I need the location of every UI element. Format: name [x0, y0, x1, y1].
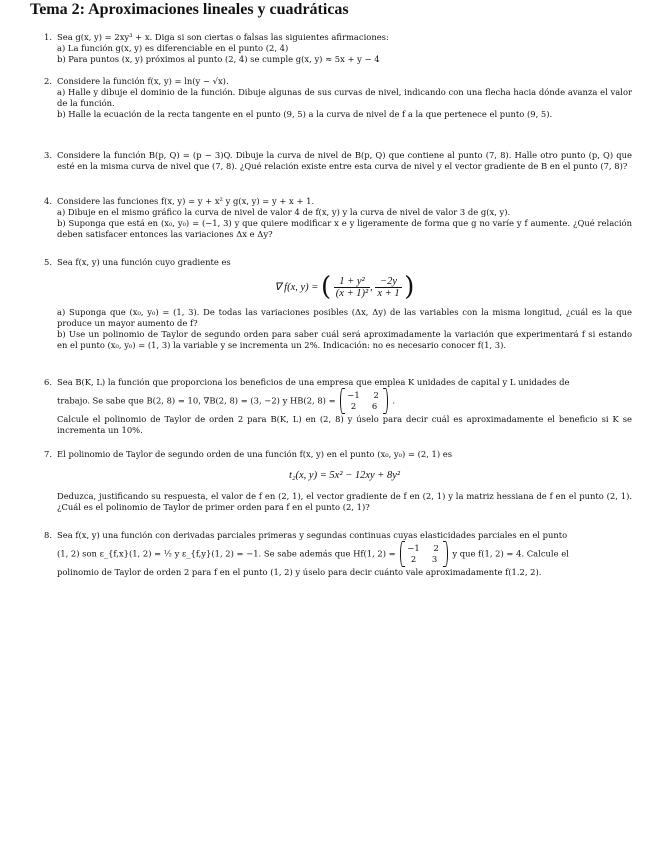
exercise-number: 8. [44, 530, 52, 540]
matrix-cell: 3 [431, 554, 438, 564]
exercise-part-b: b) Suponga que está en (x₀, y₀) = (−1, 3) y que quiere modificar x e y ligeramente de forma que g no varíe y f aumente. ¿Qué relación deben satisfacer entonces las variaciones Δx e Δy? [57, 218, 632, 239]
hessian-matrix [340, 388, 387, 414]
matrix-cell: −1 [347, 390, 360, 400]
exercise-text [57, 388, 632, 414]
exercise-text-segment: y que f(1, 2) = 4. Calcule el [452, 548, 569, 559]
exercise-3 [30, 150, 632, 172]
matrix-cell: 2 [350, 401, 357, 411]
page-title: Tema 2: Aproximaciones lineales y cuadráticas [30, 1, 349, 18]
exercise-5 [30, 257, 632, 351]
exercise-number: 4. [44, 196, 52, 206]
exercise-part-a: a) Suponga que (x₀, y₀) = (1, 3). De todas las variaciones posibles (Δx, Δy) de las variables con la misma longitud, ¿cuál es la que produce un mayor aumento de f? [57, 307, 632, 328]
exercise-text-segment: (1, 2) son ε_{f,x}(1, 2) = ½ y ε_{f,y}(1, 2) = −1. Se sabe además que Hf(1, 2) = [57, 548, 396, 559]
exercise-text: Considere las funciones f(x, y) = y + x² y g(x, y) = y + x + 1. [57, 196, 315, 206]
exercise-part-a: a) Dibuje en el mismo gráfico la curva de nivel de valor 4 de f(x, y) y la curva de nivel de valor 3 de g(x, y). [57, 207, 511, 217]
matrix-cell: 2 [433, 543, 439, 553]
exercise-number: 1. [44, 32, 52, 42]
exercise-text: Sea f(x, y) una función cuyo gradiente es [57, 257, 231, 267]
exercise-number: 2. [44, 76, 52, 86]
exercise-2 [30, 76, 632, 120]
exercise-part-b: b) Use un polinomio de Taylor de segundo orden para saber cuál será aproximadamente la variación que experimentará f si estando en el punto (x₀, y₀) = (1, 3) la variable y se incrementa un 2%. Indicación: no es necesario conocer f(1, 3). [57, 329, 632, 350]
exercise-text: Considere la función B(p, Q) = (p − 3)Q. Dibuje la curva de nivel de B(p, Q) que contiene al punto (7, 8). Halle otro punto (p, Q) que esté en la misma curva de nivel que (7, 8). ¿Qué relación existe entre esta curva de nivel y el vector gradiente de B en el punto (7, 8)? [57, 150, 632, 171]
exercise-text: Considere la función f(x, y) = ln(y − √x). [57, 76, 229, 86]
exercise-6 [30, 377, 632, 436]
matrix-cell: 2 [373, 390, 379, 400]
exercise-text: Deduzca, justificando su respuesta, el valor de f en (2, 1), el vector gradiente de f en (2, 1) y la matriz hessiana de f en el punto (2, 1). ¿Cuál es el polinomio de Taylor de primer orden para f en el punto (2, 1)? [57, 491, 632, 512]
exercise-text-segment: trabajo. Se sabe que B(2, 8) = 10, ∇B(2, 8) = (3, −2) y HB(2, 8) = [57, 395, 336, 406]
exercise-part-a: a) La función g(x, y) es diferenciable en el punto (2, 4) [57, 43, 289, 53]
fraction-2 [375, 276, 401, 299]
hessian-matrix [400, 541, 447, 567]
exercise-part-b: b) Halle la ecuación de la recta tangente en el punto (9, 5) a la curva de nivel de f a la que pertenece el punto (9, 5). [57, 109, 553, 119]
exercise-number: 3. [44, 150, 52, 160]
exercise-text: Sea g(x, y) = 2xy³ + x. Diga si son ciertas o falsas las siguientes afirmaciones: [57, 32, 389, 42]
fraction-1 [334, 276, 370, 299]
exercise-text: El polinomio de Taylor de segundo orden de una función f(x, y) en el punto (x₀, y₀) = (2, 1) es [57, 449, 453, 459]
formula-lhs: ∇ f(x, y) = [274, 281, 319, 293]
exercise-text: Sea B(K, L) la función que proporciona los beneficios de una empresa que emplea K unidades de capital y L unidades de [57, 377, 570, 387]
exercise-number: 5. [44, 257, 52, 267]
exercise-4 [30, 196, 632, 240]
exercise-text [57, 541, 632, 567]
exercise-part-a: a) Halle y dibuje el dominio de la función. Dibuje algunas de sus curvas de nivel, indicando con una flecha hacia dónde avanza el valor de la función. [57, 87, 632, 108]
fraction-denominator: x + 1 [377, 288, 400, 299]
exercise-8 [30, 530, 632, 578]
matrix-cell: −1 [407, 543, 420, 553]
exercise-part-b: b) Para puntos (x, y) próximos al punto (2, 4) se cumple g(x, y) ≈ 5x + y − 4 [57, 54, 380, 64]
fraction-denominator: (x + 1)² [335, 288, 369, 299]
gradient-formula: ∇ f(x, y) = ( $\frac{\text{1 + y²}}{\text{(x + 1)²}}$ , $\frac{-2y}{x + 1}$ ) [274, 272, 415, 302]
exercise-number: 6. [44, 377, 52, 387]
exercise-1 [30, 32, 632, 65]
exercise-text: polinomio de Taylor de orden 2 para f en el punto (1, 2) y úselo para decir cuánto vale aproximadamente f(1.2, 2). [57, 567, 542, 577]
fraction-numerator: 1 + y² [334, 276, 370, 288]
exercise-text: Calcule el polinomio de Taylor de orden 2 para B(K, L) en (2, 8) y úselo para decir cuál es aproximadamente el beneficio si K se incrementa un 10%. [57, 414, 632, 435]
matrix-cell: 2 [410, 554, 417, 564]
taylor-formula: t₂(x, y) = 5x² − 12xy + 8y² [288, 470, 401, 481]
exercise-number: 7. [44, 449, 52, 459]
exercise-text: Sea f(x, y) una función con derivadas parciales primeras y segundas continuas cuyas elasticidades parciales en el punto [57, 530, 568, 540]
fraction-numerator: −2y [375, 276, 401, 288]
exercise-text-segment: . [392, 395, 396, 406]
matrix-cell: 6 [371, 401, 378, 411]
exercise-7 [30, 449, 632, 513]
